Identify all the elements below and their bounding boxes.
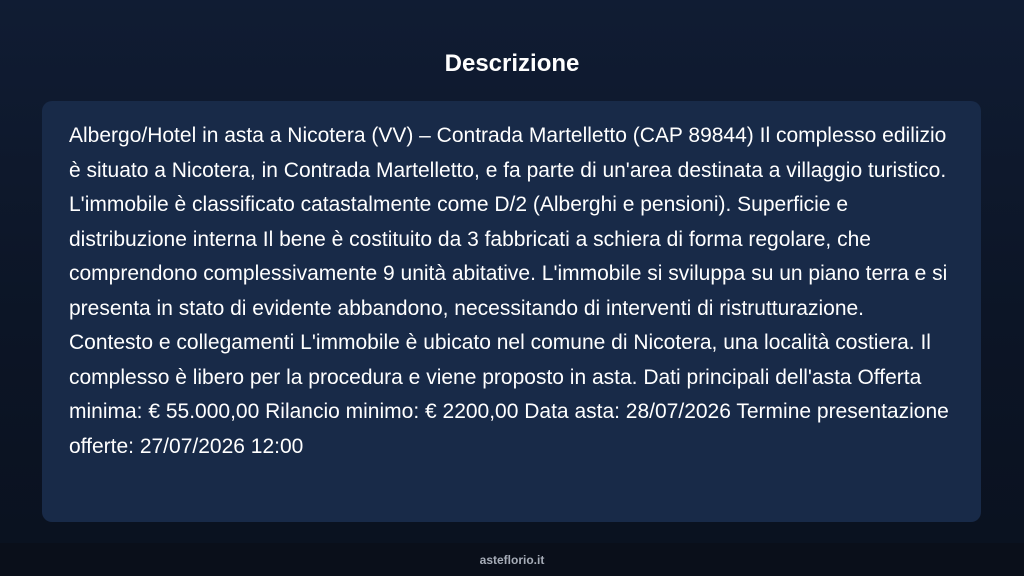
description-card [42, 101, 981, 522]
description-text: Albergo/Hotel in asta a Nicotera (VV) – Contrada Martelletto (CAP 89844) Il complesso edilizio è situato a Nicotera, in Contrada Martelletto, e fa parte di un'area destinata a villaggio turistico. L'immobile è classificato catastalmente come D/2 (Alberghi e pensioni). Superficie e distribuzione interna Il bene è costituito da 3 fabbricati a schiera di forma regolare, che comprendono complessivamente 9 unità abitative. L'immobile si sviluppa su un piano terra e si presenta in stato di evidente abbandono, necessitando di interventi di ristrutturazione. Contesto e collegamenti L'immobile è ubicato nel comune di Nicotera, una località costiera. Il complesso è libero per la procedura e viene proposto in asta. Dati principali dell'asta Offerta minima: € 55.000,00 Rilancio minimo: € 2200,00 Data asta: 28/07/2026 Termine presentazione offerte: 27/07/2026 12:00 [69, 124, 949, 458]
site-name: asteflorio.it [479, 552, 545, 567]
page-title: Descrizione [444, 50, 580, 77]
footer [0, 543, 1024, 576]
